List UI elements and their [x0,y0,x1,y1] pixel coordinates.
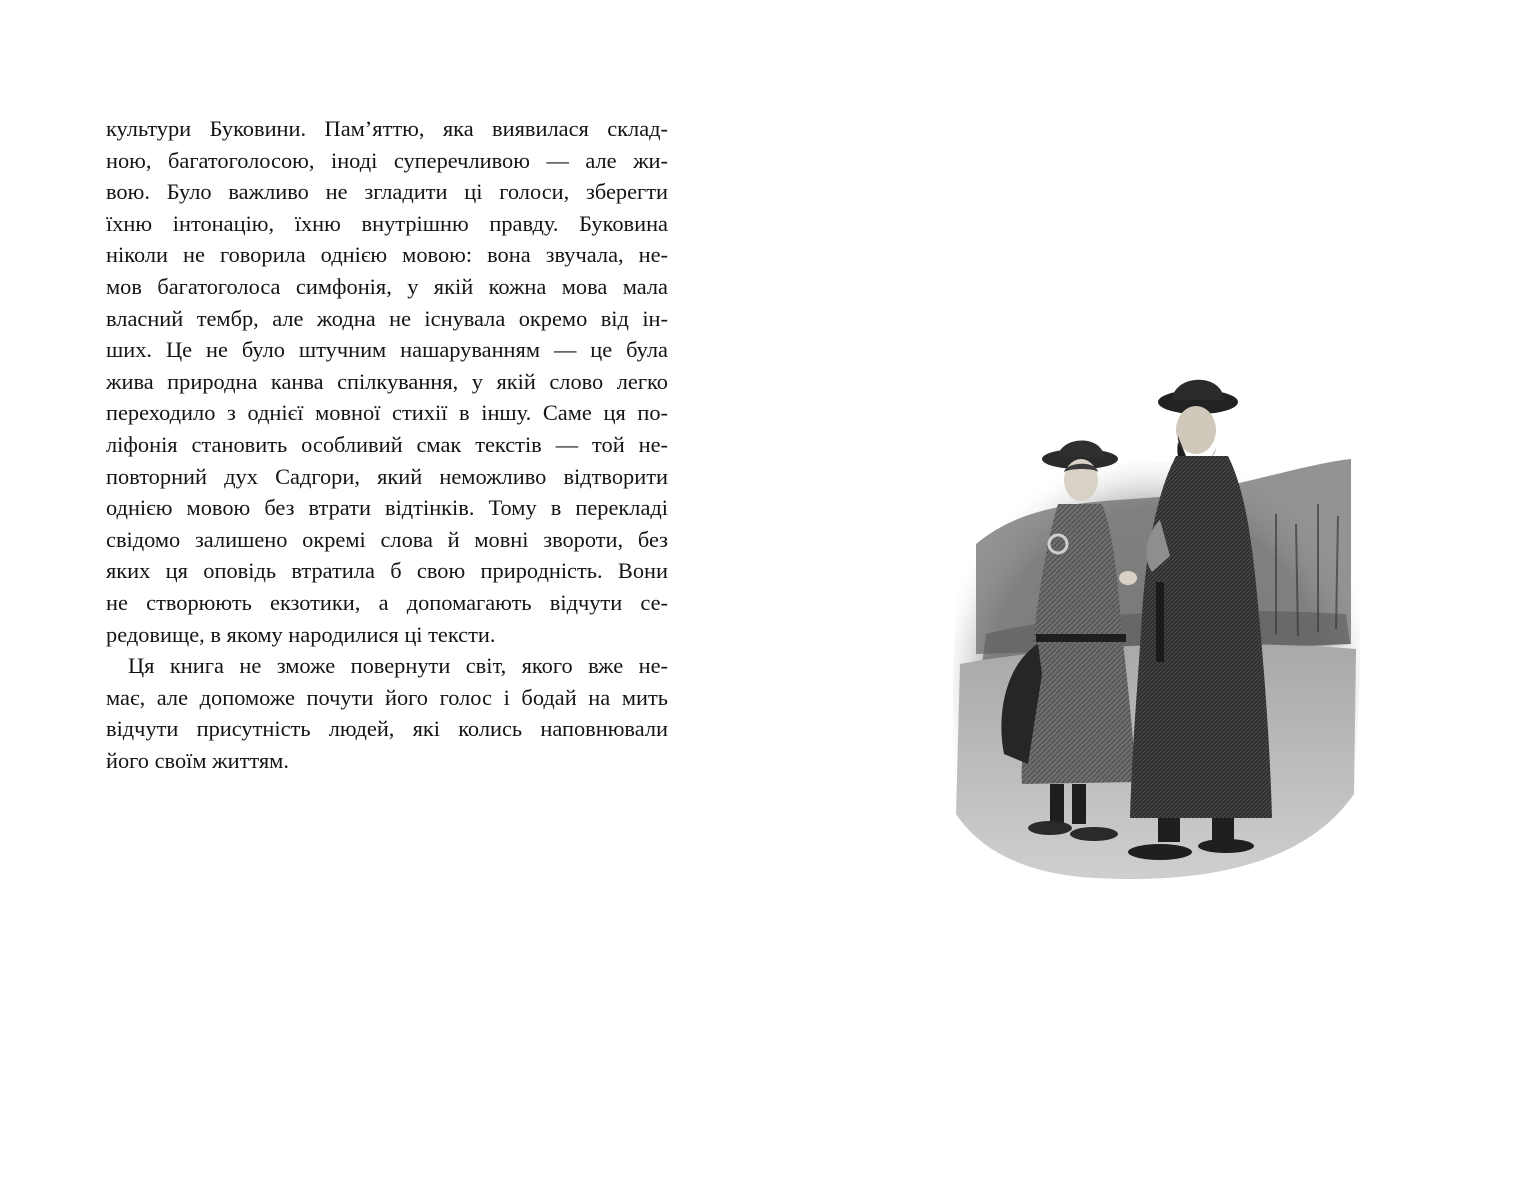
text-line: жива природна канва спілкування, у якій слово легко [106,368,668,394]
figure-right [1128,380,1272,860]
text-line: відчути присутність людей, які колись наповнювали [106,716,668,742]
text-line: переходило з однієї мовної стихії в іншу. Саме ця по- [106,400,668,426]
text-line: повторний дух Садгори, який неможливо відтворити [106,463,668,489]
text-line: свідомо залишено окремі слова й мовні звороти, без [106,526,668,552]
right-page [768,0,1536,1182]
text-line: його своїм життям. [106,747,289,773]
illustration-two-figures [946,344,1366,890]
text-line: редовище, в якому народилися ці тексти. [106,621,496,647]
body-text [106,113,668,776]
text-line: ною, багатоголосою, іноді суперечливою — але жи- [106,147,668,173]
text-line: ніколи не говорила однією мовою: вона звучала, не- [106,242,668,268]
text-line: однією мовою без втрати відтінків. Тому в перекладі [106,495,668,521]
text-line: мов багатоголоса симфонія, у якій кожна мова мала [106,273,668,299]
text-line: Ця книга не зможе повернути світ, якого вже не- [128,653,668,679]
text-line: культури Буковини. Пам’яттю, яка виявилася склад- [106,116,668,141]
text-line: їхню інтонацію, їхню внутрішню правду. Буковина [106,210,668,236]
text-line: яких ця оповідь втратила б свою природність. Вони [106,558,668,584]
text-line: має, але допоможе почути його голос і бодай на мить [106,684,668,710]
text-line: власний тембр, але жодна не існувала окремо від ін- [106,305,668,331]
text-line: ліфонія становить особливий смак текстів — той не- [106,431,668,457]
text-line: вою. Було важливо не згладити ці голоси, зберегти [106,179,668,205]
text-line: не створюють екзотики, а допомагають відчути се- [106,589,668,615]
text-line: ших. Це не було штучним нашаруванням — це була [106,337,668,363]
